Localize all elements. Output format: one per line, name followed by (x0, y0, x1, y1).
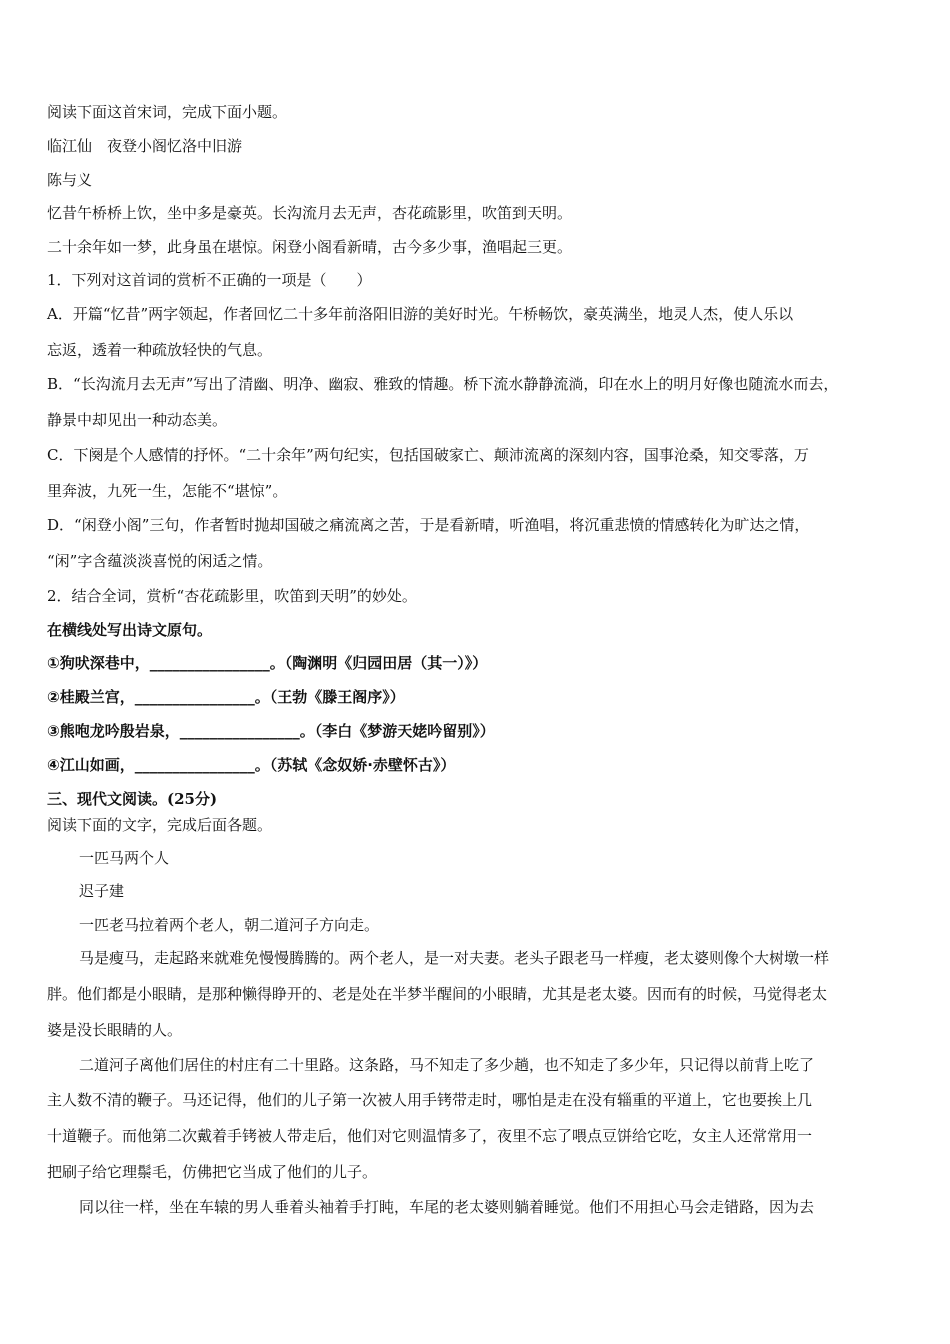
paragraph-3-line-2: 主人数不清的鞭子。马还记得，他们的儿子第一次被人用手铐带走时，哪怕是走在没有辎重的平道上，它也要挨上几 (47, 1091, 813, 1109)
option-d-line-1: D．“闲登小阁”三句，作者暂时抛却国破之痛流离之苦，于是看新晴，听渔唱，将沉重悲愤的情感转化为旷达之情， (47, 516, 810, 534)
fill-item-3: ③熊咆龙吟殷岩泉，________________。（李白《梦游天姥吟留别》） (47, 722, 495, 740)
option-c-line-1: C．下阕是个人感情的抒怀。“二十余年”两句纪实，包括国破家亡、颠沛流离的深刻内容，国事沧桑，知交零落，万 (47, 446, 809, 464)
poem-line-2: 二十余年如一梦，此身虽在堪惊。闲登小阁看新晴，古今多少事，渔唱起三更。 (47, 238, 573, 256)
fill-item-4: ④江山如画，________________。（苏轼《念奴娇·赤壁怀古》） (47, 756, 456, 774)
paragraph-3-line-4: 把刷子给它理鬃毛，仿佛把它当成了他们的儿子。 (47, 1163, 378, 1181)
paragraph-2-line-1: 马是瘦马，走起路来就难免慢慢腾腾的。两个老人，是一对夫妻。老头子跟老马一样瘦，老太婆则像个大树墩一样 (79, 949, 830, 967)
question-1-stem: 1．下列对这首词的赏析不正确的一项是（ ） (47, 271, 372, 289)
paragraph-1: 一匹老马拉着两个老人，朝二道河子方向走。 (79, 916, 380, 934)
paragraph-2-line-3: 婆是没长眼睛的人。 (47, 1021, 183, 1039)
story-author: 迟子建 (79, 882, 125, 900)
paragraph-2-line-2: 胖。他们都是小眼睛，是那种懒得睁开的、老是处在半梦半醒间的小眼睛，尤其是老太婆。因而有的时候，马觉得老太 (47, 985, 828, 1003)
reading-intro: 阅读下面这首宋词，完成下面小题。 (47, 103, 288, 121)
fill-heading: 在横线处写出诗文原句。 (47, 621, 213, 639)
option-c-line-2: 里奔波，九死一生，怎能不“堪惊”。 (47, 482, 288, 500)
question-2: 2．结合全词，赏析“杏花疏影里，吹笛到天明”的妙处。 (47, 587, 417, 605)
fill-item-1: ①狗吠深巷中，________________。（陶渊明《归园田居（其一）》） (47, 654, 488, 672)
paragraph-3-line-1: 二道河子离他们居住的村庄有二十里路。这条路，马不知走了多少趟，也不知走了多少年，只记得以前背上吃了 (79, 1056, 815, 1074)
poem-line-1: 忆昔午桥桥上饮，坐中多是豪英。长沟流月去无声，杏花疏影里，吹笛到天明。 (47, 204, 573, 222)
story-title: 一匹马两个人 (79, 849, 170, 867)
paragraph-4-line-1: 同以往一样，坐在车辕的男人垂着头袖着手打盹，车尾的老太婆则躺着睡觉。他们不用担心马会走错路，因为去 (79, 1198, 815, 1216)
section-3-heading: 三、现代文阅读。(25分) (47, 790, 218, 808)
option-a-line-1: A．开篇“忆昔”两字领起，作者回忆二十多年前洛阳旧游的美好时光。午桥畅饮，豪英满坐，地灵人杰，使人乐以 (47, 305, 794, 323)
paragraph-3-line-3: 十道鞭子。而他第二次戴着手铐被人带走后，他们对它则温情多了，夜里不忘了喂点豆饼给它吃，女主人还常常用一 (47, 1127, 813, 1145)
poem-author: 陈与义 (47, 171, 93, 189)
option-b-line-2: 静景中却见出一种动态美。 (47, 411, 228, 429)
poem-title: 临江仙 夜登小阁忆洛中旧游 (47, 137, 243, 155)
fill-item-2: ②桂殿兰宫，________________。（王勃《滕王阁序》） (47, 688, 405, 706)
option-b-line-1: B．“长沟流月去无声”写出了清幽、明净、幽寂、雅致的情趣。桥下流水静静流淌，印在水上的明月好像也随流水而去， (47, 375, 839, 393)
section-3-instruction: 阅读下面的文字，完成后面各题。 (47, 816, 273, 834)
option-a-line-2: 忘返，透着一种疏放轻快的气息。 (47, 341, 273, 359)
option-d-line-2: “闲”字含蕴淡淡喜悦的闲适之情。 (47, 552, 273, 570)
